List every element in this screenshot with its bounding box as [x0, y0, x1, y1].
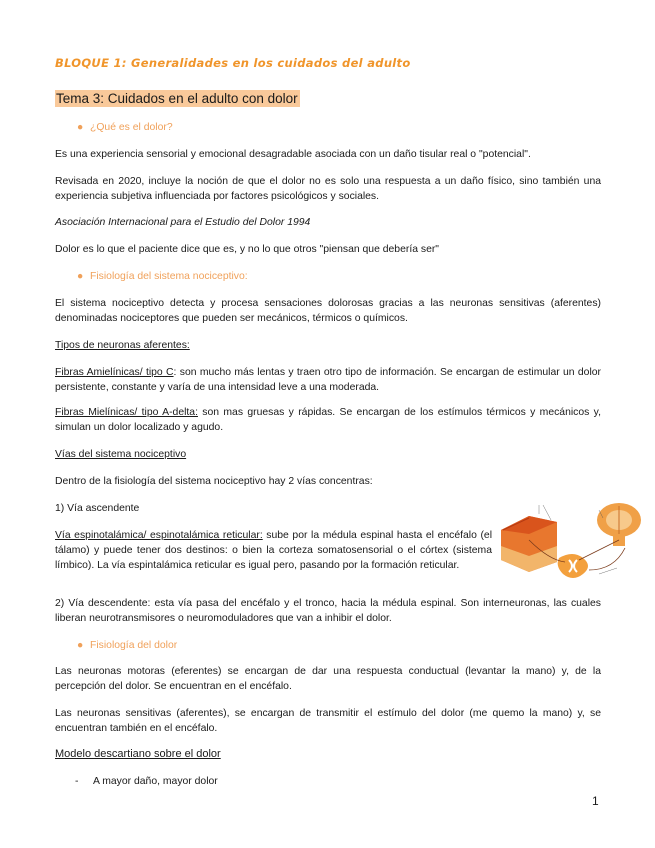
list-item-text: A mayor daño, mayor dolor [93, 776, 218, 787]
section-title-fisiologia-sistema: Fisiología del sistema nociceptivo: [90, 271, 248, 282]
vias-heading: Vías del sistema nociceptivo [55, 449, 187, 460]
afferent-types-heading: Tipos de neuronas aferentes: [55, 340, 190, 351]
section-title-fisiologia-dolor: Fisiología del dolor [90, 640, 178, 651]
sensory-neurons-paragraph: Las neuronas sensitivas (aferentes), se encargan de transmitir el estímulo del dolor (me quemo la mano) y, se encuentran también en el encéfalo. [55, 708, 601, 734]
list-item [75, 774, 218, 789]
section-bullet-que-es [77, 120, 173, 135]
fibras-a-label: Fibras Mielínicas/ tipo A-delta: [55, 407, 198, 418]
topic-title [55, 90, 300, 108]
nociceptive-paragraph: El sistema nociceptivo detecta y procesa sensaciones dolorosas gracias a las neuronas sensitivas (aferentes) denominadas nociceptores que pueden ser mecánicos, térmicos o químicos. [55, 298, 601, 324]
dash-bullet: - [75, 776, 79, 787]
bullet-icon: ● [77, 271, 84, 282]
fibras-a-text: son mas gruesas y rápidas. Se encargan de los estímulos térmicos y mecánicos y, simulan un dolor localizado y agudo. [55, 407, 601, 433]
fibras-c-text: : son mucho más lentas y traen otro tipo de información. Se encargan de estimular un dolor persistente, constante y varía de una intensidad leve a una moderada. [55, 367, 601, 393]
via-espinotalamica-text: sube por la médula espinal hasta el encéfalo (el tálamo) y puede tener dos destinos: o bien la corteza somatosensorial o el córtex (sistema límbico). La vía espintalámica reticular es igual pero, pasando por la formación reticular. [55, 530, 492, 571]
motor-neurons-paragraph: Las neuronas motoras (eferentes) se encargan de dar una respuesta conductual (levantar la mano) y, de la percepción del dolor. Se encuentran en el encéfalo. [55, 666, 601, 692]
bullet-icon: ● [77, 640, 84, 651]
fibras-c-label: Fibras Amielínicas/ tipo C [55, 367, 174, 378]
page-number: 1 [592, 794, 599, 808]
section-title-que-es: ¿Qué es el dolor? [90, 122, 173, 133]
via-descendente-paragraph: 2) Vía descendente: esta vía pasa del encéfalo y el tronco, hacia la médula espinal. Son interneuronas, las cuales liberan neurotransmisores o neuromoduladores que van a inhibir el dolor. [55, 598, 601, 624]
bullet-icon: ● [77, 122, 84, 133]
citation: Asociación Internacional para el Estudio del Dolor 1994 [55, 217, 311, 228]
nociceptive-pathway-figure [499, 500, 645, 584]
via-espinotalamica-paragraph [55, 528, 492, 573]
revision-paragraph: Revisada en 2020, incluye la noción de que el dolor no es solo una respuesta a un daño físico, sino también una experiencia subjetiva influenciada por factores psicológicos y sociales. [55, 176, 601, 202]
block-heading: BLOQUE 1: Generalidades en los cuidados del adulto [55, 56, 411, 70]
definition-paragraph: Es una experiencia sensorial y emocional desagradable asociada con un daño tisular real o "potencial". [55, 149, 531, 160]
topic-title-highlight: Tema 3: Cuidados en el adulto con dolor [56, 91, 298, 106]
quote-paragraph: Dolor es lo que el paciente dice que es, y no lo que otros "piensan que debería ser" [55, 244, 439, 255]
fibras-a-paragraph [55, 405, 601, 435]
via-espinotalamica-label: Vía espinotalámica/ espinotalámica reticular: [55, 530, 263, 541]
via-ascendente-title: 1) Vía ascendente [55, 503, 140, 514]
fibras-c-paragraph [55, 365, 601, 395]
vias-intro: Dentro de la fisiología del sistema nociceptivo hay 2 vías concentras: [55, 476, 373, 487]
section-bullet-fisiologia-dolor [77, 638, 177, 653]
cartesian-model-heading: Modelo descartiano sobre el dolor [55, 748, 221, 760]
section-bullet-fisiologia-sistema [77, 269, 248, 284]
